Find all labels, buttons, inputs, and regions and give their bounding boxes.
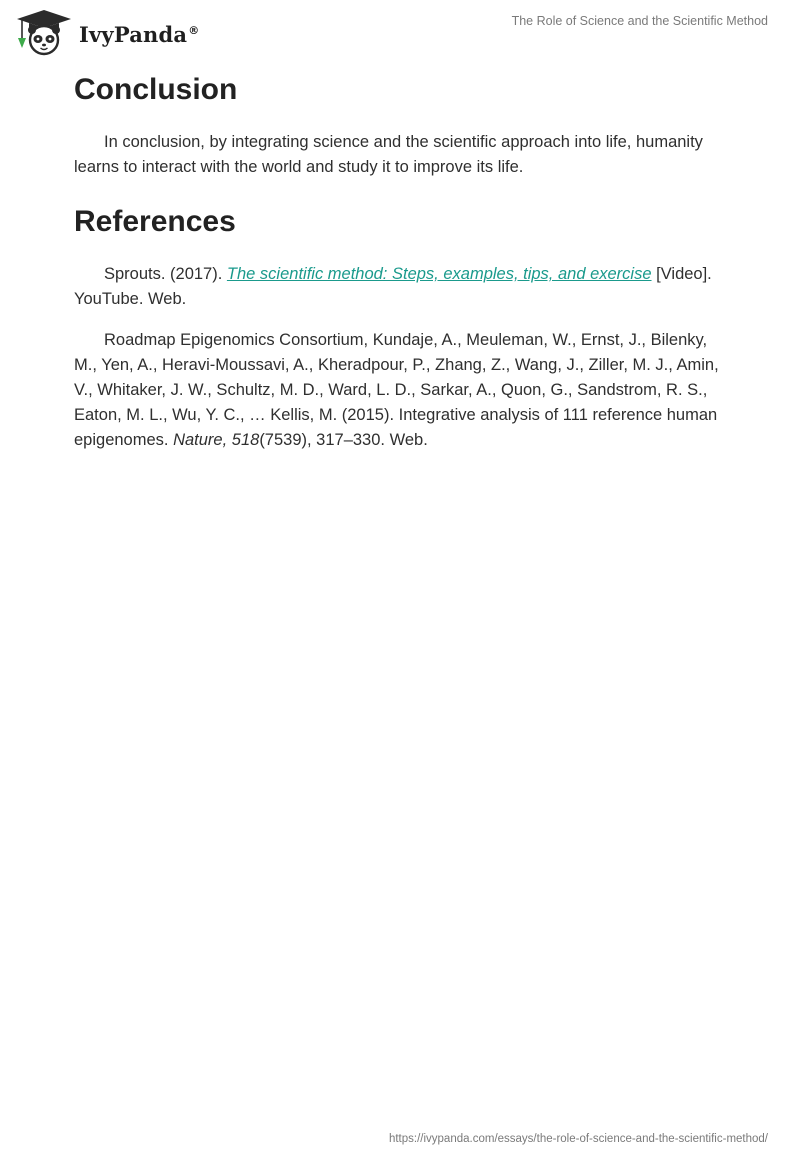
panda-graduate-icon <box>14 8 74 56</box>
reference-prefix: Sprouts. (2017). <box>104 265 227 283</box>
registered-mark: ® <box>188 23 200 37</box>
reference-journal: Nature, 518 <box>173 431 260 449</box>
page-header <box>0 0 800 60</box>
reference-suffix: [Video]. YouTube. Web. <box>74 265 712 308</box>
footer-url[interactable]: https://ivypanda.com/essays/the-role-of-science-and-the-scientific-method/ <box>388 1133 768 1145</box>
reference-prefix: Roadmap Epigenomics Consortium, Kundaje, A., Meuleman, W., Ernst, J., Bilenky, M., Yen, A., Heravi-Moussavi, A., Kheradpour, P., Zhang, Z., Wang, J., Ziller, M. J., Amin, V., Whitaker, J. W., Schultz, M. D., Ward, L. D., Sarkar, A., Quon, G., Sandstrom, R. S., Eaton, M. L., Wu, Y. C., … Kellis, M. (2015). Integrative analysis of 111 reference human epigenomes. <box>74 331 719 449</box>
conclusion-heading: Conclusion <box>74 73 238 106</box>
logo-wordmark: IvyPanda® <box>79 21 200 47</box>
reference-item <box>74 262 726 312</box>
reference-link[interactable]: The scientific method: Steps, examples, tips, and exercise <box>226 265 652 283</box>
ivypanda-logo[interactable] <box>14 8 199 56</box>
reference-suffix: (7539), 317–330. Web. <box>259 431 428 449</box>
document-body <box>74 70 726 453</box>
reference-item <box>74 328 726 453</box>
conclusion-paragraph: In conclusion, by integrating science and the scientific approach into life, humanity learns to interact with the world and study it to improve its life. <box>74 133 703 176</box>
references-heading: References <box>74 205 236 238</box>
running-title: The Role of Science and the Scientific Method <box>511 14 768 28</box>
